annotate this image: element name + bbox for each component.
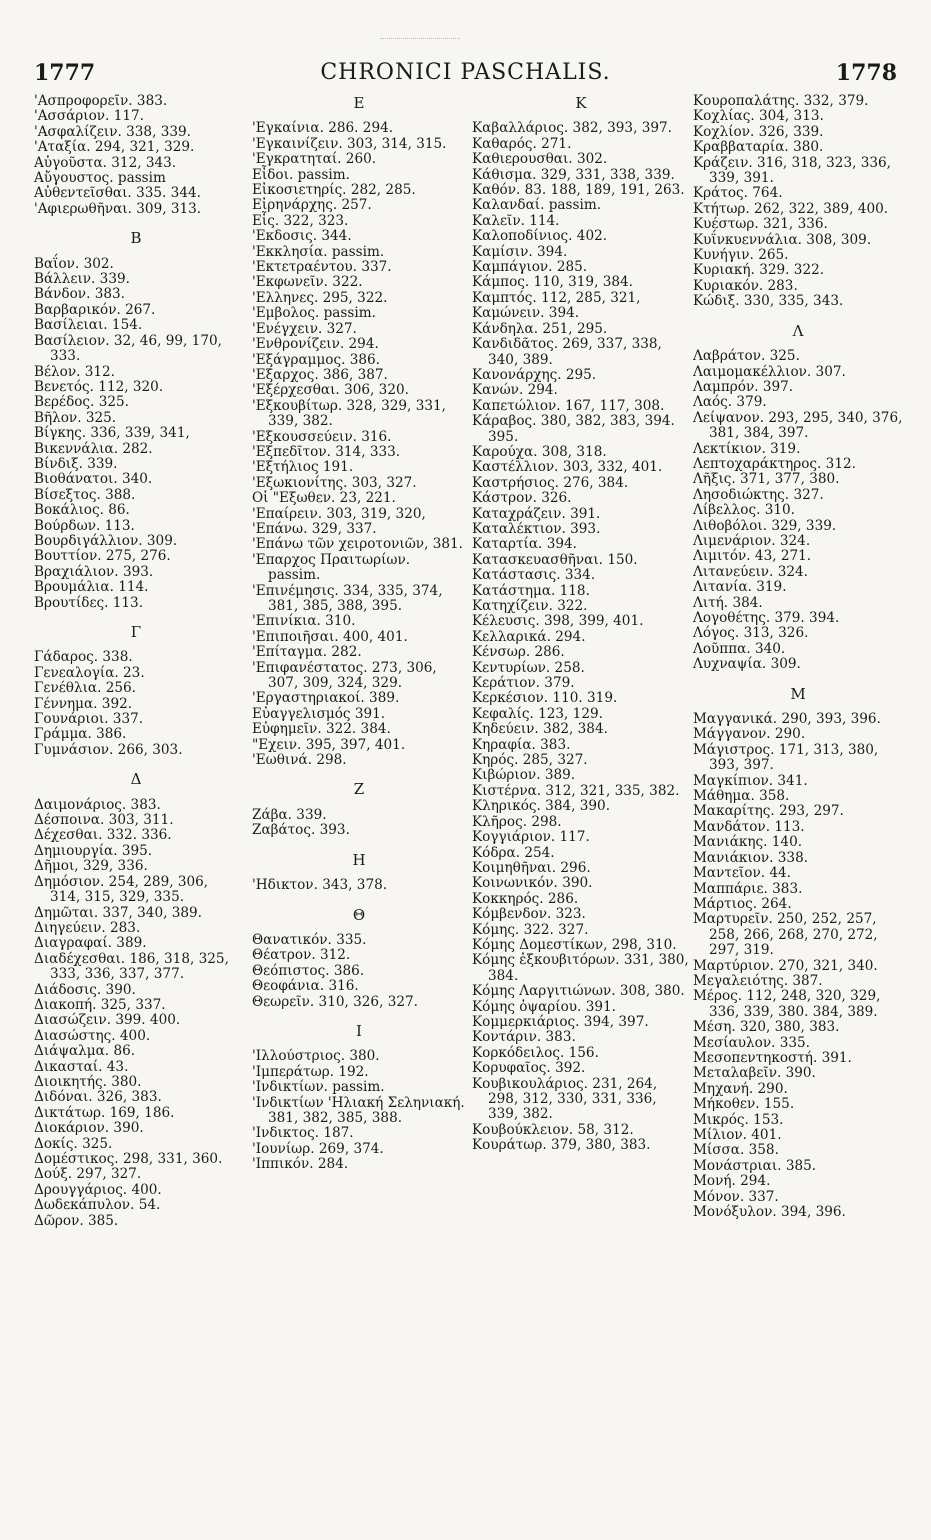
index-entry: Κατηχίζειν. 322.: [472, 598, 588, 614]
index-entry: Κουροπαλάτης. 332, 379.: [693, 93, 869, 109]
index-entry: Κοινωνικόν. 390.: [472, 875, 593, 892]
index-entry: Καταλέκτιον. 393.: [472, 520, 601, 537]
index-entry: Λείψανον. 293, 295, 340, 376, 381, 384, 397.: [693, 409, 903, 442]
index-columns: [34, 94, 901, 1518]
index-entry: 'Εξάγραμμος. 386.: [252, 351, 380, 368]
index-entry: 'Επίταγμα. 282.: [252, 644, 362, 661]
index-entry: Βάνδον. 383.: [34, 286, 125, 303]
index-entry: Κόμβενδον. 323.: [472, 906, 586, 923]
index-entry: Κεφαλίς. 123, 129.: [472, 705, 603, 722]
index-column-4: [693, 94, 903, 1220]
index-entry: Μαντεῖον. 44.: [693, 865, 791, 882]
index-entry: 'Ιουνίωρ. 269, 374.: [252, 1140, 384, 1157]
index-entry: Γράμμα. 386.: [34, 726, 127, 743]
index-entry: Κόδρα. 254.: [472, 844, 555, 861]
index-entry: Λεπτοχαράκτηρος. 312.: [693, 455, 856, 472]
index-entry: Κράτος. 764.: [693, 185, 783, 202]
index-entry: Κυΐνκυεννάλια. 308, 309.: [693, 231, 872, 248]
index-entry: Δῶρον. 385.: [34, 1212, 119, 1229]
index-entry: Εὐαγγελισμός 391.: [252, 705, 386, 722]
index-entry: Λιθοβόλοι. 329, 339.: [693, 517, 837, 534]
index-entry: 'Εξωκιονίτης. 303, 327.: [252, 474, 417, 491]
index-entry: Βικεννάλια. 282.: [34, 440, 153, 457]
index-entry: Μακαρίτης. 293, 297.: [693, 803, 844, 820]
index-entry: Βραχιάλιον. 393.: [34, 563, 154, 580]
index-entry: Δικτάτωρ. 169, 186.: [34, 1104, 175, 1121]
index-entry: Βαρβαρικόν. 267.: [34, 301, 156, 318]
index-entry: Κυριακή. 329. 322.: [693, 262, 825, 279]
index-entry: 'Ινδικτίων 'Ηλιακή Σεληνιακή. 381, 382, 385, 388.: [252, 1094, 465, 1126]
index-entry: Μαππάριε. 383.: [693, 880, 803, 897]
index-entry: Μανδάτον. 113.: [693, 818, 805, 835]
index-entry: Εἰκοσιετηρίς. 282, 285.: [252, 182, 416, 199]
index-entry: Κυνήγιν. 265.: [693, 247, 789, 264]
section-letter: Λ: [792, 321, 804, 340]
index-entry: Λυχναψία. 309.: [693, 656, 801, 673]
index-entry: 'Εμβολος. passim.: [252, 305, 376, 322]
page-number-right: 1778: [835, 60, 897, 86]
index-entry: Κεράτιον. 379.: [472, 675, 575, 692]
running-header: [34, 60, 897, 94]
index-entry: Γενεαλογία. 23.: [34, 664, 145, 681]
index-column-1: [34, 94, 238, 1229]
index-entry: Μίλιον. 401.: [693, 1127, 782, 1143]
index-entry: Καλεῖν. 114.: [472, 212, 560, 229]
index-entry: Αὐγοῦστα. 312, 343.: [34, 154, 177, 171]
index-entry: Διοκάριον. 390.: [34, 1120, 144, 1137]
index-entry: Βίνδιξ. 339.: [34, 455, 118, 472]
index-entry: Κυέστωρ. 321, 336.: [693, 216, 828, 233]
index-entry: Λεκτίκιον. 319.: [693, 440, 801, 457]
index-entry: 'Εκκλησία. passim.: [252, 243, 385, 260]
index-entry: Μικρός. 153.: [693, 1111, 784, 1128]
index-entry: Καταρτία. 394.: [472, 536, 577, 553]
index-entry: Διαδέχεσθαι. 186, 318, 325, 333, 336, 337, 377.: [34, 950, 229, 983]
index-entry: Γέννημα. 392.: [34, 695, 133, 712]
index-entry: Βίγκης. 336, 339, 341,: [34, 425, 190, 442]
index-entry: Κουβούκλειον. 58, 312.: [472, 1121, 634, 1138]
index-entry: Δοκίς. 325.: [34, 1135, 113, 1152]
index-entry: Κόμης Λαργιτιώνων. 308, 380.: [472, 983, 685, 1000]
index-entry: 'Ηδικτον. 343, 378.: [252, 877, 388, 894]
index-entry: Γυμνάσιον. 266, 303.: [34, 741, 183, 758]
index-entry: Κένσωρ. 286.: [472, 644, 565, 661]
index-entry: Λίβελλος. 310.: [693, 502, 795, 519]
index-entry: 'Ελληνες. 295, 322.: [252, 289, 388, 306]
index-entry: Δῆμοι, 329, 336.: [34, 858, 148, 875]
index-entry: Βῆλον. 325.: [34, 409, 117, 426]
index-entry: 'Επαίρειν. 303, 319, 320,: [252, 505, 426, 522]
index-entry: Βασίλειαι. 154.: [34, 317, 143, 334]
index-entry: Λαβράτον. 325.: [693, 348, 800, 365]
index-entry: 'Εργαστηριακοί. 389.: [252, 690, 400, 707]
index-entry: Κοχλίον. 326, 339.: [693, 123, 824, 140]
index-entry: Κυριακόν. 283.: [693, 277, 798, 294]
index-entry: Μεγαλειότης. 387.: [693, 972, 823, 989]
index-entry: Διδόναι. 326, 383.: [34, 1089, 162, 1106]
index-entry: Κελλαρικά. 294.: [472, 628, 586, 645]
index-entry: Λιτανεύειν. 324.: [693, 563, 808, 580]
index-entry: 'Ενέγχειν. 327.: [252, 320, 357, 337]
index-entry: Καταχράζειν. 391.: [472, 505, 601, 522]
section-letter: Θ: [352, 905, 366, 924]
index-entry: Οἱ "Εξωθεν. 23, 221.: [252, 490, 396, 507]
index-entry: Μονάστριαι. 385.: [693, 1157, 817, 1174]
index-entry: Μονόξυλον. 394, 396.: [693, 1204, 846, 1221]
index-entry: Θεοφάνια. 316.: [252, 978, 359, 995]
section-letter: H: [352, 850, 366, 869]
index-entry: 'Εξκουβίτωρ. 328, 329, 331, 339, 382.: [252, 397, 446, 430]
index-entry: Βρουτίδες. 113.: [34, 594, 144, 611]
index-entry: 'Εξκουσσεύειν. 316.: [252, 428, 392, 445]
index-entry: 'Εξαρχος. 386, 387.: [252, 366, 388, 383]
index-entry: Θεωρεῖν. 310, 326, 327.: [252, 993, 418, 1010]
index-entry: Βάλλειν. 339.: [34, 271, 130, 288]
index-entry: Λιτή. 384.: [693, 594, 763, 611]
section-letter: Γ: [130, 623, 142, 641]
index-entry: Διακοπή. 325, 337.: [34, 996, 166, 1013]
index-entry: 'Εωθινά. 298.: [252, 752, 347, 769]
index-entry: 'Ιππικόν. 284.: [252, 1156, 349, 1173]
index-entry: Γουνάριοι. 337.: [34, 711, 144, 728]
section-letter: Z: [353, 780, 365, 799]
index-entry: Κόμης Δομεστίκων, 298, 310.: [472, 936, 677, 953]
index-entry: Μάγιστρος. 171, 313, 380, 393, 397.: [693, 741, 879, 774]
index-entry: 'Εγκαίνια. 286. 294.: [252, 120, 394, 137]
index-entry: Εἶδοι. passim.: [252, 166, 350, 183]
index-entry: Καπετώλιον. 167, 117, 308.: [472, 397, 665, 414]
section-letter: I: [356, 1021, 362, 1040]
index-entry: 'Εξέρχεσθαι. 306, 320.: [252, 382, 409, 399]
index-entry: Κατάστημα. 118.: [472, 582, 590, 599]
index-entry: Καστρήσιος. 276, 384.: [472, 474, 629, 491]
index-entry: Μαγκίπιον. 341.: [693, 772, 808, 789]
index-entry: Μαρτύριον. 270, 321, 340.: [693, 957, 878, 974]
index-entry: Λιμενάριον. 324.: [693, 532, 811, 549]
index-entry: Βίσεξτος. 388.: [34, 486, 136, 503]
plate-mark: [380, 38, 460, 41]
index-entry: Βουττίον. 275, 276.: [34, 548, 171, 565]
index-entry: 'Ιλλούστριος. 380.: [252, 1048, 380, 1065]
index-entry: Βενετός. 112, 320.: [34, 378, 164, 395]
index-entry: Καμίσιν. 394.: [472, 243, 568, 260]
section-letter: Δ: [130, 770, 142, 789]
index-entry: Κανών. 294.: [472, 382, 558, 399]
index-entry: Καβαλλάριος. 382, 393, 397.: [472, 120, 672, 137]
index-entry: 'Επιφανέστατος. 273, 306, 307, 309, 324, 329.: [252, 659, 437, 692]
index-entry: 'Επαρχος Πραιτωρίων. passim.: [252, 551, 411, 584]
index-entry: Διασώστης. 400.: [34, 1027, 151, 1044]
index-entry: Καθαρός. 271.: [472, 135, 572, 152]
index-entry: Καστέλλιον. 303, 332, 401.: [472, 459, 663, 476]
index-entry: Κάραβος. 380, 382, 383, 394. 395.: [472, 413, 675, 445]
index-entry: Κογγιάριον. 117.: [472, 829, 590, 846]
index-entry: 'Επάνω τῶν χειροτονιῶν, 381.: [252, 536, 463, 553]
index-entry: Κατασκευασθῆναι. 150.: [472, 551, 638, 568]
index-entry: Καμώνειν. 394.: [472, 305, 580, 322]
index-entry: Κόμης. 322. 327.: [472, 921, 589, 938]
index-entry: Κιβώριον. 389.: [472, 767, 576, 784]
index-entry: Λησοδιώκτης. 327.: [693, 486, 824, 503]
index-entry: Βέλον. 312.: [34, 363, 116, 380]
index-entry: Μάρτιος. 264.: [693, 895, 792, 912]
index-entry: Κορκόδειλος. 156.: [472, 1044, 599, 1061]
index-entry: Κοκκηρός. 286.: [472, 890, 579, 907]
section-letter: E: [353, 94, 365, 112]
index-entry: Μήκοθεν. 155.: [693, 1096, 795, 1113]
index-entry: Μαρτυρεῖν. 250, 252, 257, 258, 266, 268, 270, 272, 297, 319.: [693, 911, 878, 959]
index-entry: Διάδοσις. 390.: [34, 981, 136, 998]
index-entry: "Εχειν. 395, 397, 401.: [252, 736, 406, 753]
index-entry: Λιτανία. 319.: [693, 579, 787, 596]
index-entry: Κάμπος. 110, 319, 384.: [472, 274, 633, 291]
index-entry: Δημόσιον. 254, 289, 306, 314, 315, 329, 335.: [34, 873, 209, 906]
index-entry: Μανιάκιον. 338.: [693, 849, 809, 866]
index-entry: Θανατικόν. 335.: [252, 931, 367, 948]
index-entry: Καρούχα. 308, 318.: [472, 443, 607, 460]
section-letter: K: [575, 94, 587, 112]
index-entry: Κεντυρίων. 258.: [472, 659, 585, 676]
index-entry: Κηδεύειν. 382, 384.: [472, 721, 608, 738]
index-entry: Μεσοπεντηκοστή. 391.: [693, 1049, 852, 1066]
index-entry: Δημιουργία. 395.: [34, 842, 153, 859]
index-entry: Θεόπιστος. 386.: [252, 962, 365, 979]
index-entry: Βαΐον. 302.: [34, 255, 114, 272]
index-entry: Μηχανή. 290.: [693, 1080, 788, 1097]
index-entry: Κλῆρος. 298.: [472, 813, 562, 830]
index-entry: Μονή. 294.: [693, 1173, 771, 1190]
index-entry: Θέατρον. 312.: [252, 947, 351, 964]
index-entry: Λαός. 379.: [693, 394, 767, 411]
index-entry: 'Ινδικτίων. passim.: [252, 1079, 385, 1096]
index-entry: Κληρικός. 384, 390.: [472, 798, 611, 815]
section-letter: B: [130, 229, 142, 248]
index-entry: Κουράτωρ. 379, 380, 383.: [472, 1137, 651, 1154]
index-entry: Εἷς. 322, 323.: [252, 212, 349, 229]
index-entry: Κηρός. 285, 327.: [472, 752, 588, 769]
index-entry: 'Ενθρονίζειν. 294.: [252, 336, 379, 353]
index-entry: Διηγεύειν. 283.: [34, 919, 141, 936]
index-entry: Κραββαταρία. 380.: [693, 139, 824, 156]
section-letter: M: [790, 684, 806, 703]
index-entry: Δούξ. 297, 327.: [34, 1166, 142, 1183]
index-entry: Βούρδων. 113.: [34, 517, 135, 534]
index-entry: Ζάβα. 339.: [252, 806, 327, 823]
index-column-3: [472, 94, 690, 1154]
index-entry: Λιμιτόν. 43, 271.: [693, 548, 812, 565]
index-entry: Κάνδηλα. 251, 295.: [472, 320, 608, 337]
index-entry: Δομέστικος. 298, 331, 360.: [34, 1151, 223, 1167]
index-entry: Διάψαλμα. 86.: [34, 1043, 136, 1060]
index-entry: 'Ασφαλίζειν. 338, 339.: [34, 123, 191, 140]
index-entry: Κτήτωρ. 262, 322, 389, 400.: [693, 200, 889, 217]
index-entry: 'Εγκαινίζειν. 303, 314, 315.: [252, 135, 447, 152]
index-entry: 'Εκτετραέντου. 337.: [252, 259, 392, 276]
index-entry: 'Εγκρατηταί. 260.: [252, 151, 377, 168]
index-entry: Μέρος. 112, 248, 320, 329, 336, 339, 380. 384, 389.: [693, 988, 881, 1020]
index-entry: Γάδαρος. 338.: [34, 649, 133, 666]
index-entry: Βερέδος. 325.: [34, 394, 129, 411]
index-entry: Αὔγουστος. passim: [34, 170, 166, 187]
index-entry: Μάγγανον. 290.: [693, 726, 806, 743]
index-entry: Κώδιξ. 330, 335, 343.: [693, 293, 844, 310]
index-entry: Ζαβάτος. 393.: [252, 822, 350, 839]
index-entry: 'Εξπεδῖτον. 314, 333.: [252, 443, 401, 460]
index-entry: Κέλευσις. 398, 399, 401.: [472, 613, 644, 630]
index-entry: Αὐθεντεῖσθαι. 335. 344.: [34, 185, 201, 202]
index-entry: Κανονάρχης. 295.: [472, 366, 597, 383]
index-entry: Κοντάριν. 383.: [472, 1029, 576, 1046]
index-entry: Λαμπρόν. 397.: [693, 378, 794, 395]
index-entry: Εἰρηνάρχης. 257.: [252, 197, 372, 214]
index-entry: Κάθισμα. 329, 331, 338, 339.: [472, 166, 675, 183]
index-column-2: [252, 94, 466, 1173]
index-entry: Κομμερκιάριος. 394, 397.: [472, 1013, 649, 1030]
index-entry: Κουβικουλάριος. 231, 264, 298, 312, 330, 331, 336, 339, 382.: [472, 1075, 658, 1123]
index-entry: 'Ιμπεράτωρ. 192.: [252, 1063, 369, 1080]
index-entry: Δωδεκάπυλον. 54.: [34, 1197, 161, 1214]
index-entry: Καθιερουσθαι. 302.: [472, 151, 608, 168]
index-entry: Βασίλειον. 32, 46, 99, 170, 333.: [34, 332, 222, 365]
index-entry: Κόμης ἐξκουβιτόρων. 331, 380, 384.: [472, 952, 689, 984]
index-entry: Βοκάλιος. 86.: [34, 502, 130, 519]
index-entry: Δρουγγάριος. 400.: [34, 1181, 162, 1198]
index-entry: 'Επινίκια. 310.: [252, 613, 356, 630]
index-entry: Καμπάγιον. 285.: [472, 259, 588, 276]
index-entry: Κερκέσιον. 110. 319.: [472, 690, 618, 707]
index-entry: Μαγγανικά. 290, 393, 396.: [693, 711, 881, 728]
index-entry: Καλανδαί. passim.: [472, 197, 602, 214]
index-entry: 'Ινδικτος. 187.: [252, 1125, 354, 1142]
index-entry: Κανδιδᾶτος. 269, 337, 338, 340, 389.: [472, 336, 662, 368]
index-entry: Μεταλαβεῖν. 390.: [693, 1065, 816, 1082]
page-number-left: 1777: [34, 60, 96, 86]
index-entry: 'Εξτήλιος 191.: [252, 459, 354, 476]
index-entry: Κατάστασις. 334.: [472, 567, 596, 584]
index-entry: 'Ασπροφορεῖν. 383.: [34, 93, 168, 109]
index-entry: Εὐφημεῖν. 322. 384.: [252, 721, 391, 738]
index-entry: 'Επινέμησις. 334, 335, 374, 381, 385, 388, 395.: [252, 582, 443, 614]
index-entry: Λογοθέτης. 379. 394.: [693, 610, 840, 626]
index-entry: Καθόν. 83. 188, 189, 191, 263.: [472, 182, 685, 199]
index-entry: 'Ασσάριον. 117.: [34, 108, 144, 125]
index-entry: Διαγραφαί. 389.: [34, 935, 147, 952]
index-entry: Βιοθάνατοι. 340.: [34, 471, 153, 488]
index-entry: Κοιμηθῆναι. 296.: [472, 859, 591, 876]
index-entry: Κιστέρνα. 312, 321, 335, 382.: [472, 782, 680, 799]
index-entry: Λοῦππα. 340.: [693, 640, 786, 657]
index-entry: 'Εκδοσις. 344.: [252, 228, 352, 245]
index-entry: Βρουμάλια. 114.: [34, 579, 149, 596]
index-entry: 'Εκφωνεῖν. 322.: [252, 274, 363, 291]
index-entry: 'Αταξία. 294, 321, 329.: [34, 139, 195, 156]
index-entry: Λῆξις. 371, 377, 380.: [693, 471, 840, 488]
index-entry: Δικασταί. 43.: [34, 1058, 129, 1075]
index-entry: Δαιμονάριος. 383.: [34, 796, 161, 813]
index-entry: 'Αφιερωθῆναι. 309, 313.: [34, 200, 202, 217]
index-entry: Κόμης ὀψαρίου. 391.: [472, 998, 616, 1015]
running-title: CHRONICI PASCHALIS.: [320, 60, 611, 85]
index-entry: Δέσποινα. 303, 311.: [34, 812, 174, 829]
index-entry: Γενέθλια. 256.: [34, 680, 136, 697]
index-entry: Δημῶται. 337, 340, 389.: [34, 904, 202, 921]
index-entry: Μίσσα. 358.: [693, 1142, 779, 1159]
index-entry: Κάστρον. 326.: [472, 490, 572, 507]
index-entry: Διοικητής. 380.: [34, 1073, 142, 1090]
index-entry: Καλοποδίνιος. 402.: [472, 228, 608, 245]
index-entry: Λόγος. 313, 326.: [693, 625, 809, 642]
index-entry: Βουρδιγάλλιον. 309.: [34, 532, 178, 549]
index-entry: Διασώζειν. 399. 400.: [34, 1012, 181, 1029]
index-entry: Κηραφία. 383.: [472, 736, 571, 753]
index-entry: Κοχλίας. 304, 313.: [693, 108, 824, 125]
index-entry: Κράζειν. 316, 318, 323, 336, 339, 391.: [693, 154, 892, 187]
index-entry: Μανιάκης. 140.: [693, 834, 803, 851]
index-entry: Μεσίαυλον. 335.: [693, 1034, 810, 1051]
index-entry: Μόνον. 337.: [693, 1188, 779, 1205]
index-entry: 'Επιποιῆσαι. 400, 401.: [252, 628, 408, 645]
index-entry: 'Επάνω. 329, 337.: [252, 520, 377, 537]
index-entry: Μάθημα. 358.: [693, 788, 790, 805]
index-entry: Λαιμομακέλλιον. 307.: [693, 363, 846, 380]
index-entry: Μέση. 320, 380, 383.: [693, 1019, 840, 1036]
index-entry: Δέχεσθαι. 332. 336.: [34, 827, 172, 844]
index-entry: Κορυφαῖος. 392.: [472, 1060, 586, 1077]
index-entry: Καμπτός. 112, 285, 321,: [472, 289, 641, 306]
